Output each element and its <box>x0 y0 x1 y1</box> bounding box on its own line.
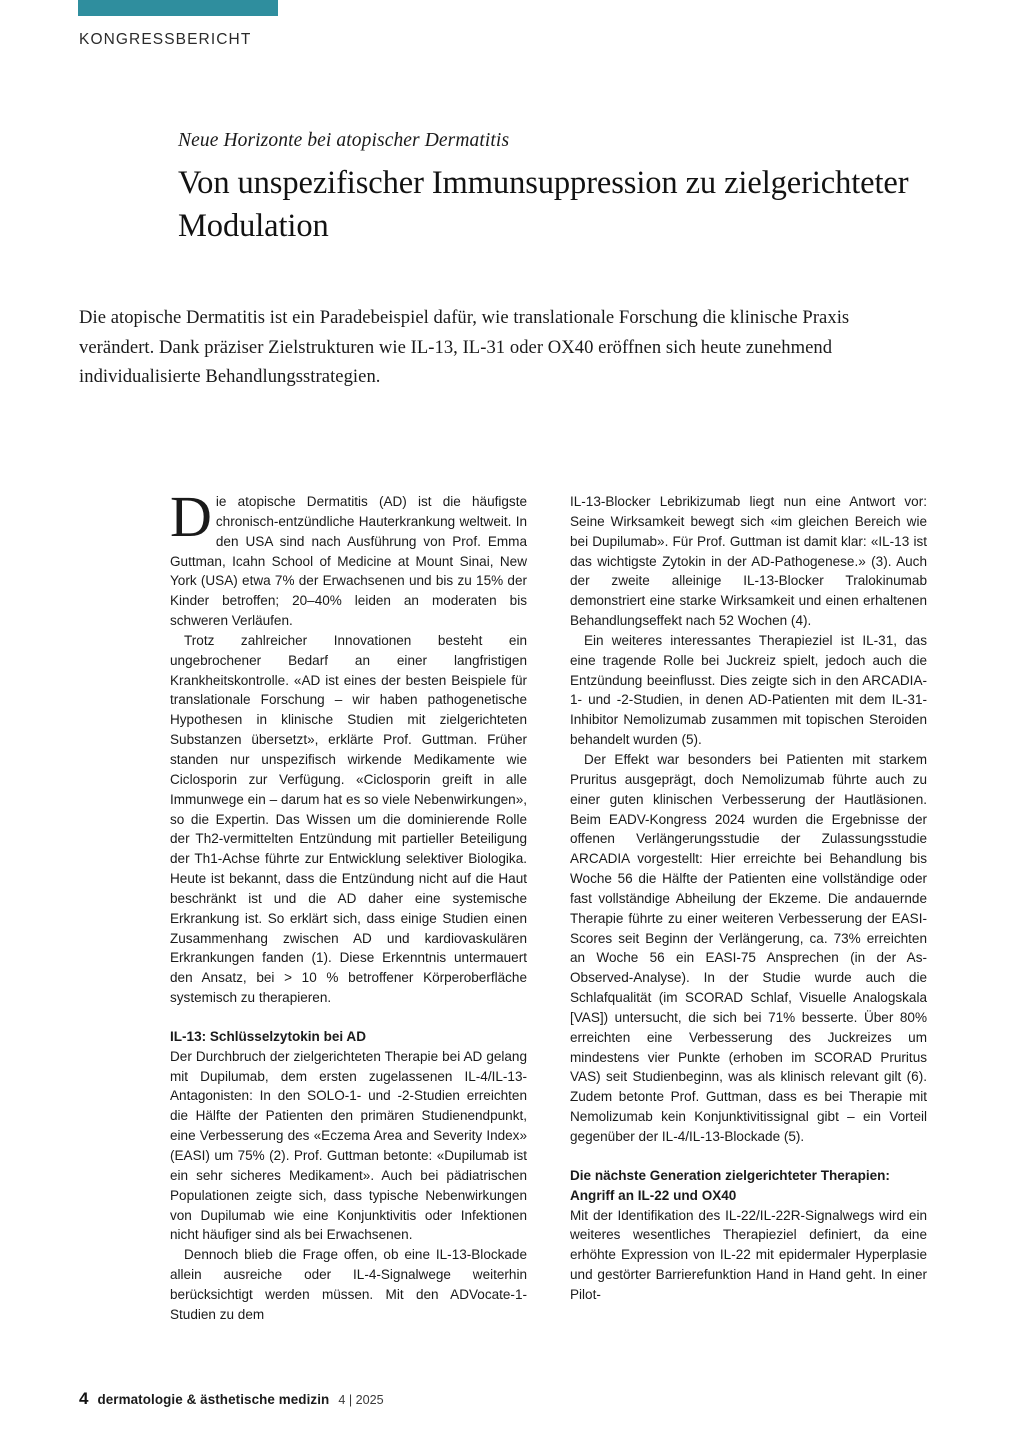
subheading: IL-13: Schlüsselzytokin bei AD <box>170 1028 366 1044</box>
paragraph: Trotz zahlreicher Innovationen besteht ein ungebrochener Bedarf an einer langfristigen Krankheitskontrolle. «AD ist eines der besten Beispiele für translationale Forschung – wir haben pathogenetische Hypothesen in klinische Studien mit zielgerichteten Substanzen übersetzt», erklärte Prof. Guttman. Früher standen nur unspezifisch wirkende Medikamente wie Ciclosporin zur Verfügung. «Ciclosporin greift in alle Immunwege ein – darum hat es so viele Nebenwirkungen», so die Expertin. Das Wissen um die dominierende Rolle der Th2-vermittelten Entzündung mit partieller Beteiligung der Th1-Achse führte zur Entwicklung selektiver Biologika. Heute ist bekannt, dass die Entzündung nicht auf die Haut beschränkt ist und die AD daher eine systemische Erkrankung ist. So erklärt sich, dass einige Studien einen Zusammenhang zwischen AD und kardiovaskulären Erkrankungen fanden (1). Diese Erkenntnis untermauert den Ansatz, bei > 10 % betroffener Körperoberfläche systemisch zu therapieren. <box>170 632 527 1006</box>
section-kicker: KONGRESSBERICHT <box>79 31 252 48</box>
paragraph: Dennoch blieb die Frage offen, ob eine IL-13-Blockade allein ausreiche oder IL-4-Signalwege weiterhin berücksichtigt werden müssen. Mit den ADVocate-1-Studien zu dem <box>170 1247 527 1322</box>
issue-label: 4 | 2025 <box>338 1393 384 1407</box>
paragraph: Ein weiteres interessantes Therapieziel ist IL-31, das eine tragende Rolle bei Juckreiz spielt, jedoch auch die Entzündung beeinflusst. Dies zeigte sich in den ARCADIA-1- und -2-Studien, in denen AD-Patienten mit dem IL-31-Inhibitor Nemolizumab zusammen mit topischen Steroiden behandelt wurden (5). <box>570 632 927 748</box>
paragraph: Der Effekt war besonders bei Patienten mit starkem Pruritus ausgeprägt, doch Nemolizumab führte auch zu einer guten klinischen Verbesserung der Hautläsionen. Beim EADV-Kongress 2024 wurden die Ergebnisse der offenen Verlängerungsstudie der Zulassungsstudie ARCADIA vorgestellt: Hier erreichte bei Behandlung bis Woche 56 die Hälfte der Patienten eine vollständige oder fast vollständige Abheilung der Ekzeme. Die andauernde Therapie führte zu einer weiteren Verbesserung der EASI-Scores seit Beginn der Verlängerung, ca. 73% erreichten an Woche 56 ein EASI-75 Ansprechen (in der As-Observed-Analyse). In der Studie wurde auch die Schlafqualität (im SCORAD Schlaf, Visuelle Analogskala [VAS]) untersucht, die sich bei 71% besserte. Über 80% erreichten eine Verbesserung des Juckreizes um mindestens vier Punkte (erhoben im SCORAD Pruritus VAS) seit Studienbeginn, was als klinisch relevant gilt (6). Zudem betonte Prof. Guttman, dass es bei Therapie mit Nemolizumab kein Konjunktivitissignal gibt – ein Vorteil gegenüber der IL-4/IL-13-Blockade (5). <box>570 751 927 1144</box>
body-columns <box>170 484 940 1337</box>
paragraph: Die atopische Dermatitis (AD) ist die häufigste chronisch-entzündliche Hauterkrankung weltweit. In den USA sind nach Ausführung von Prof. Emma Guttman, Icahn School of Medicine at Mount Sinai, New York (USA) etwa 7% der Erwachsenen und bis zu 15% der Kinder betroffen; 20–40% leiden an moderaten bis schweren Verläufen. <box>170 484 527 629</box>
accent-bar <box>78 0 278 16</box>
column-right <box>570 492 927 1305</box>
subheading: Die nächste Generation zielgerichteter Therapien: Angriff an IL-22 und OX40 <box>570 1167 890 1203</box>
publication-title: dermatologie & ästhetische medizin <box>97 1392 330 1407</box>
page-footer <box>79 1389 384 1409</box>
paragraph: Mit der Identifikation des IL-22/IL-22R-Signalwegs wird ein weiteres wesentliches Therapieziel definiert, da eine erhöhte Expression von IL-22 mit epidermaler Hyperplasie und gestörter Barrierefunktion Hand in Hand geht. In einer Pilot- <box>570 1207 927 1302</box>
article-lead: Die atopische Dermatitis ist ein Paradebeispiel dafür, wie translationale Forschung die klinische Praxis verändert. Dank präziser Zielstrukturen wie IL-13, IL-31 oder OX40 eröffnen sich heute zunehmend individualisierte Behandlungsstrategien. <box>79 307 850 387</box>
paragraph: IL-13-Blocker Lebrikizumab liegt nun eine Antwort vor: Seine Wirksamkeit bewegt sich «im gleichen Bereich wie bei Dupilumab». Für Prof. Guttman ist damit klar: «IL-13 ist das wichtigste Zytokin in der AD-Pathogenese.» (3). Auch der zweite alleinige IL-13-Blocker Tralokinumab demonstriert eine starke Wirksamkeit und einen erhaltenen Behandlungseffekt nach 52 Wochen (4). <box>570 494 927 629</box>
page-number: 4 <box>79 1389 89 1408</box>
page-title: Von unspezifischer Immunsuppression zu zielgerichteter Modulation <box>178 165 909 244</box>
article-eyebrow: Neue Horizonte bei atopischer Dermatitis <box>178 130 510 151</box>
column-left <box>170 484 527 1325</box>
paragraph: Der Durchbruch der zielgerichteten Therapie bei AD gelang mit Dupilumab, dem ersten zugelassenen IL-4/IL-13-Antagonisten: In den SOLO-1- und -2-Studien erreichten die Hälfte der Patienten den primären Studienendpunkt, eine Verbesserung des «Eczema Area and Severity Index» (EASI) um 75% (2). Prof. Guttman betonte: «Dupilumab ist ein sehr sicheres Medikament». Auch bei pädiatrischen Populationen zeigte sich, dass typische Nebenwirkungen von Dupilumab wie eine Konjunktivitis oder Infektionen nicht häufiger sind als bei Erwachsenen. <box>170 1048 527 1243</box>
